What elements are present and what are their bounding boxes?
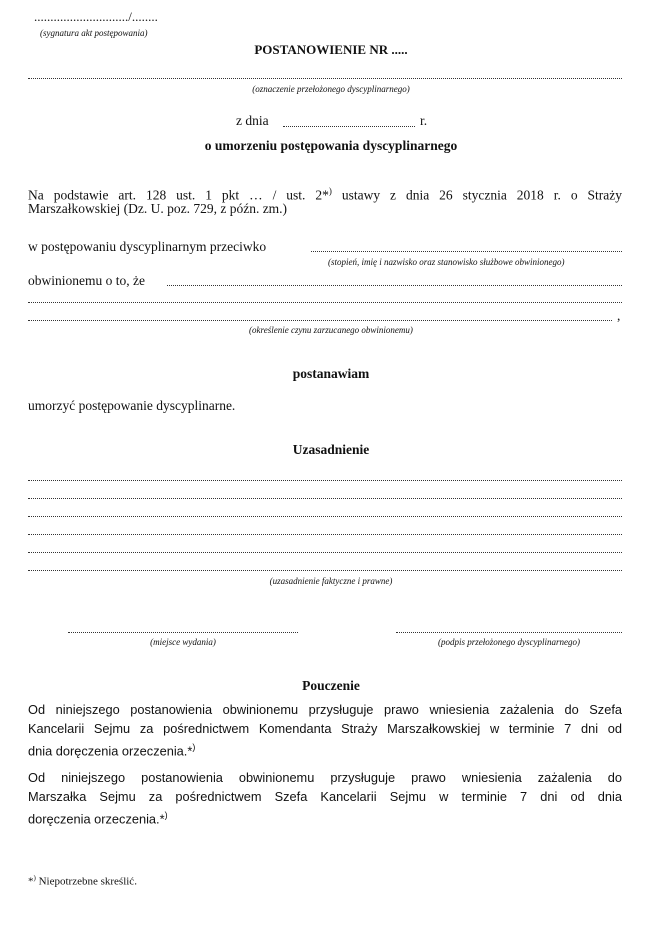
- justification-line-1: [28, 480, 622, 481]
- justification-line-2: [28, 498, 622, 499]
- signature-caption: (podpis przełożonego dyscyplinarnego): [438, 637, 580, 647]
- superior-field-line: [28, 78, 622, 79]
- act-field-line-3: [28, 320, 612, 321]
- signature-field-line: [396, 632, 622, 633]
- footnote-text: Niepotrzebne skreślić.: [35, 875, 137, 888]
- justification-caption: (uzasadnienie faktyczne i prawne): [269, 576, 393, 586]
- place-caption: (miejsce wydania): [150, 637, 216, 647]
- instruction-p2-line-1: Od niniejszego postanowienia obwinionemu przysługuje prawo wniesienia zażalenia do: [28, 770, 622, 785]
- legal-basis-text-b: ustawy z dnia 26 stycznia 2018 r. o Straży: [331, 187, 623, 203]
- act-field-line-1: [167, 285, 622, 286]
- act-trailing-comma: ,: [617, 308, 621, 323]
- case-signature-number: ............................./........: [34, 9, 158, 24]
- justification-line-6: [28, 570, 622, 571]
- against-field-line: [311, 251, 622, 252]
- legal-basis-line-2: Marszałkowskiej (Dz. U. poz. 729, z późn. zm.): [28, 201, 288, 216]
- footnote-marker: ): [328, 186, 332, 196]
- footnote-marker: ): [164, 810, 168, 820]
- act-field-line-2: [28, 302, 622, 303]
- instruction-p1-line-1: Od niniejszego postanowienia obwinionemu przysługuje prawo wniesienia zażalenia do Szefa: [28, 702, 622, 717]
- instruction-p2-line-2: Marszałka Sejmu za pośrednictwem Szefa Kancelarii Sejmu w terminie 7 dni od dnia: [28, 789, 622, 804]
- against-label: w postępowaniu dyscyplinarnym przeciwko: [28, 239, 267, 254]
- page-title: POSTANOWIENIE NR .....: [254, 42, 408, 57]
- case-signature-caption: (sygnatura akt postępowania): [40, 28, 148, 38]
- act-caption: (określenie czynu zarzucanego obwinionemu): [249, 325, 413, 335]
- footnote-marker: ): [192, 742, 196, 752]
- justification-line-4: [28, 534, 622, 535]
- subject-heading: o umorzeniu postępowania dyscyplinarnego: [204, 138, 458, 153]
- instruction-p2-line-3-text: doręczenia orzeczenia.*: [28, 811, 165, 827]
- instruction-p1-line-2: Kancelarii Sejmu za pośrednictwem Komendanta Straży Marszałkowskiej w terminie 7 dni od: [28, 721, 622, 736]
- legal-basis-text-a: Na podstawie art. 128 ust. 1 pkt … / ust. 2*: [28, 187, 329, 203]
- instruction-paragraph-1: [28, 700, 622, 760]
- against-caption: (stopień, imię i nazwisko oraz stanowisko służbowe obwinionego): [328, 257, 565, 267]
- date-prefix: z dnia: [236, 113, 269, 128]
- instruction-p1-line-3: [28, 738, 622, 760]
- instruction-paragraph-2: [28, 768, 622, 828]
- footnote-mark: *: [28, 875, 34, 888]
- instruction-heading: Pouczenie: [302, 678, 360, 693]
- superior-caption: (oznaczenie przełożonego dyscyplinarnego): [252, 84, 410, 94]
- accused-label: obwinionemu o to, że: [28, 273, 145, 288]
- justification-line-3: [28, 516, 622, 517]
- justification-line-5: [28, 552, 622, 553]
- decision-heading: postanawiam: [292, 366, 370, 381]
- instruction-p2-line-3: [28, 806, 622, 828]
- date-suffix: r.: [420, 113, 428, 128]
- place-field-line: [68, 632, 298, 633]
- footnote: [28, 874, 137, 888]
- decision-text: umorzyć postępowanie dyscyplinarne.: [28, 398, 236, 413]
- instruction-p1-line-3-text: dnia doręczenia orzeczenia.*: [28, 743, 193, 759]
- justification-heading: Uzasadnienie: [292, 442, 370, 457]
- footnote-sup: ): [33, 874, 36, 882]
- date-field-line: [283, 126, 415, 127]
